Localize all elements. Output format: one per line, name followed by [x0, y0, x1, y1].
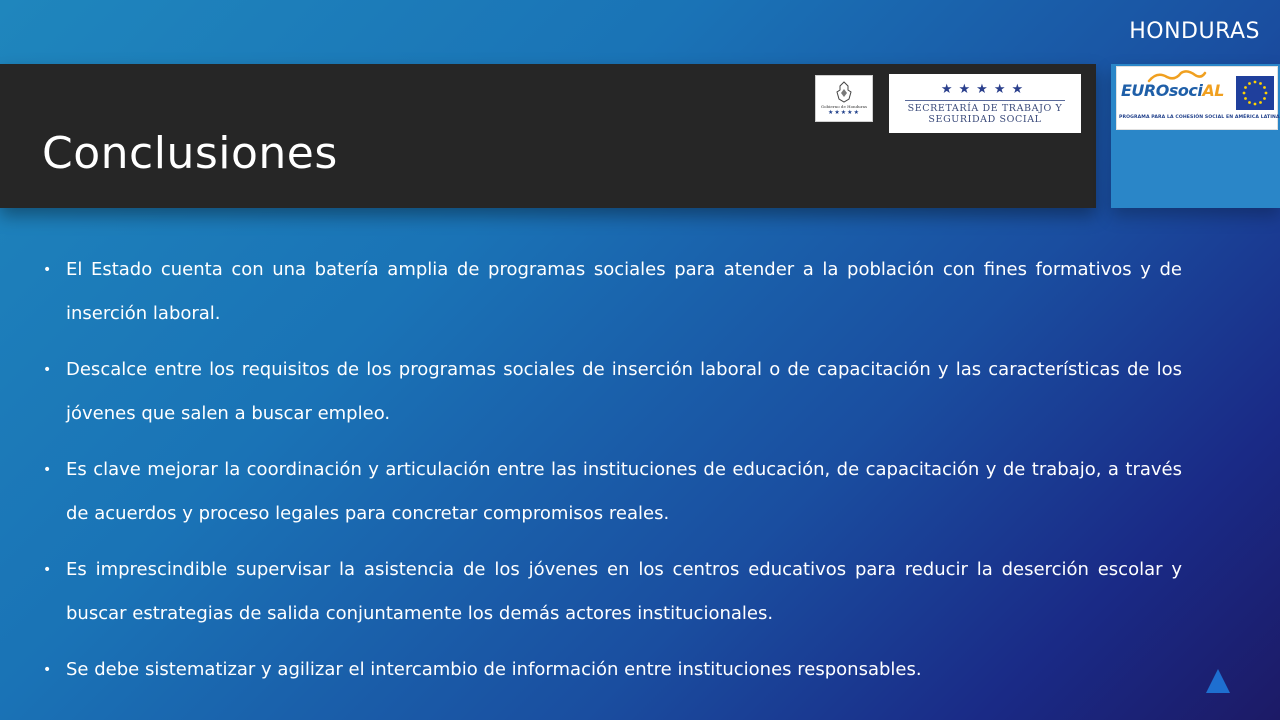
bullet-marker: •: [43, 362, 52, 378]
list-item: [42, 448, 1182, 536]
list-item: [42, 548, 1182, 636]
secretaria-divider: [905, 100, 1065, 101]
gobierno-text: Gobierno de Honduras: [820, 104, 868, 109]
country-label: HONDURAS: [1129, 19, 1260, 44]
triangle-up-icon[interactable]: [1205, 668, 1231, 694]
bullet-marker: •: [43, 462, 52, 478]
eurosocial-word-soci: soci: [1168, 81, 1203, 100]
eurosocial-wordmark: [1121, 81, 1224, 100]
list-item: [42, 648, 1182, 692]
coat-of-arms-icon: [835, 81, 853, 103]
secretaria-line-2: SEGURIDAD SOCIAL: [928, 113, 1042, 125]
list-item-text: Es clave mejorar la coordinación y articulación entre las instituciones de educación, de capacitación y de trabajo, a través de acuerdos y proceso legales para concretar compromisos reales.: [66, 459, 1182, 524]
eu-flag-icon: [1236, 76, 1274, 110]
secretaria-logo: [889, 74, 1081, 133]
secretaria-line-1: SECRETARÍA DE TRABAJO Y: [907, 102, 1063, 114]
list-item-text: Descalce entre los requisitos de los programas sociales de inserción laboral o de capacitación y las características de los jóvenes que salen a buscar empleo.: [66, 359, 1182, 424]
list-item: [42, 348, 1182, 436]
eurosocial-logo: [1116, 66, 1278, 130]
eurosocial-tagline: PROGRAMA PARA LA COHESIÓN SOCIAL EN AMÉRICA LATINA: [1119, 115, 1280, 120]
list-item-text: El Estado cuenta con una batería amplia de programas sociales para atender a la población con fines formativos y de inserción laboral.: [66, 259, 1182, 324]
eurosocial-word-al: AL: [1202, 81, 1224, 100]
conclusions-list: [42, 248, 1182, 704]
slide-title: Conclusiones: [42, 128, 338, 179]
eurosocial-word-euro: EURO: [1121, 81, 1169, 100]
secretaria-stars: ★★★★★: [940, 81, 1030, 97]
bullet-marker: •: [43, 662, 52, 678]
bullet-marker: •: [43, 562, 52, 578]
bullet-marker: •: [43, 262, 52, 278]
list-item: [42, 248, 1182, 336]
gobierno-stars: ★★★★★: [828, 109, 860, 116]
list-item-text: Se debe sistematizar y agilizar el intercambio de información entre instituciones responsables.: [66, 659, 922, 680]
list-item-text: Es imprescindible supervisar la asistencia de los jóvenes en los centros educativos para reducir la deserción escolar y buscar estrategias de salida conjuntamente los demás actores institucionales.: [66, 559, 1182, 624]
gobierno-honduras-logo: [815, 75, 873, 122]
